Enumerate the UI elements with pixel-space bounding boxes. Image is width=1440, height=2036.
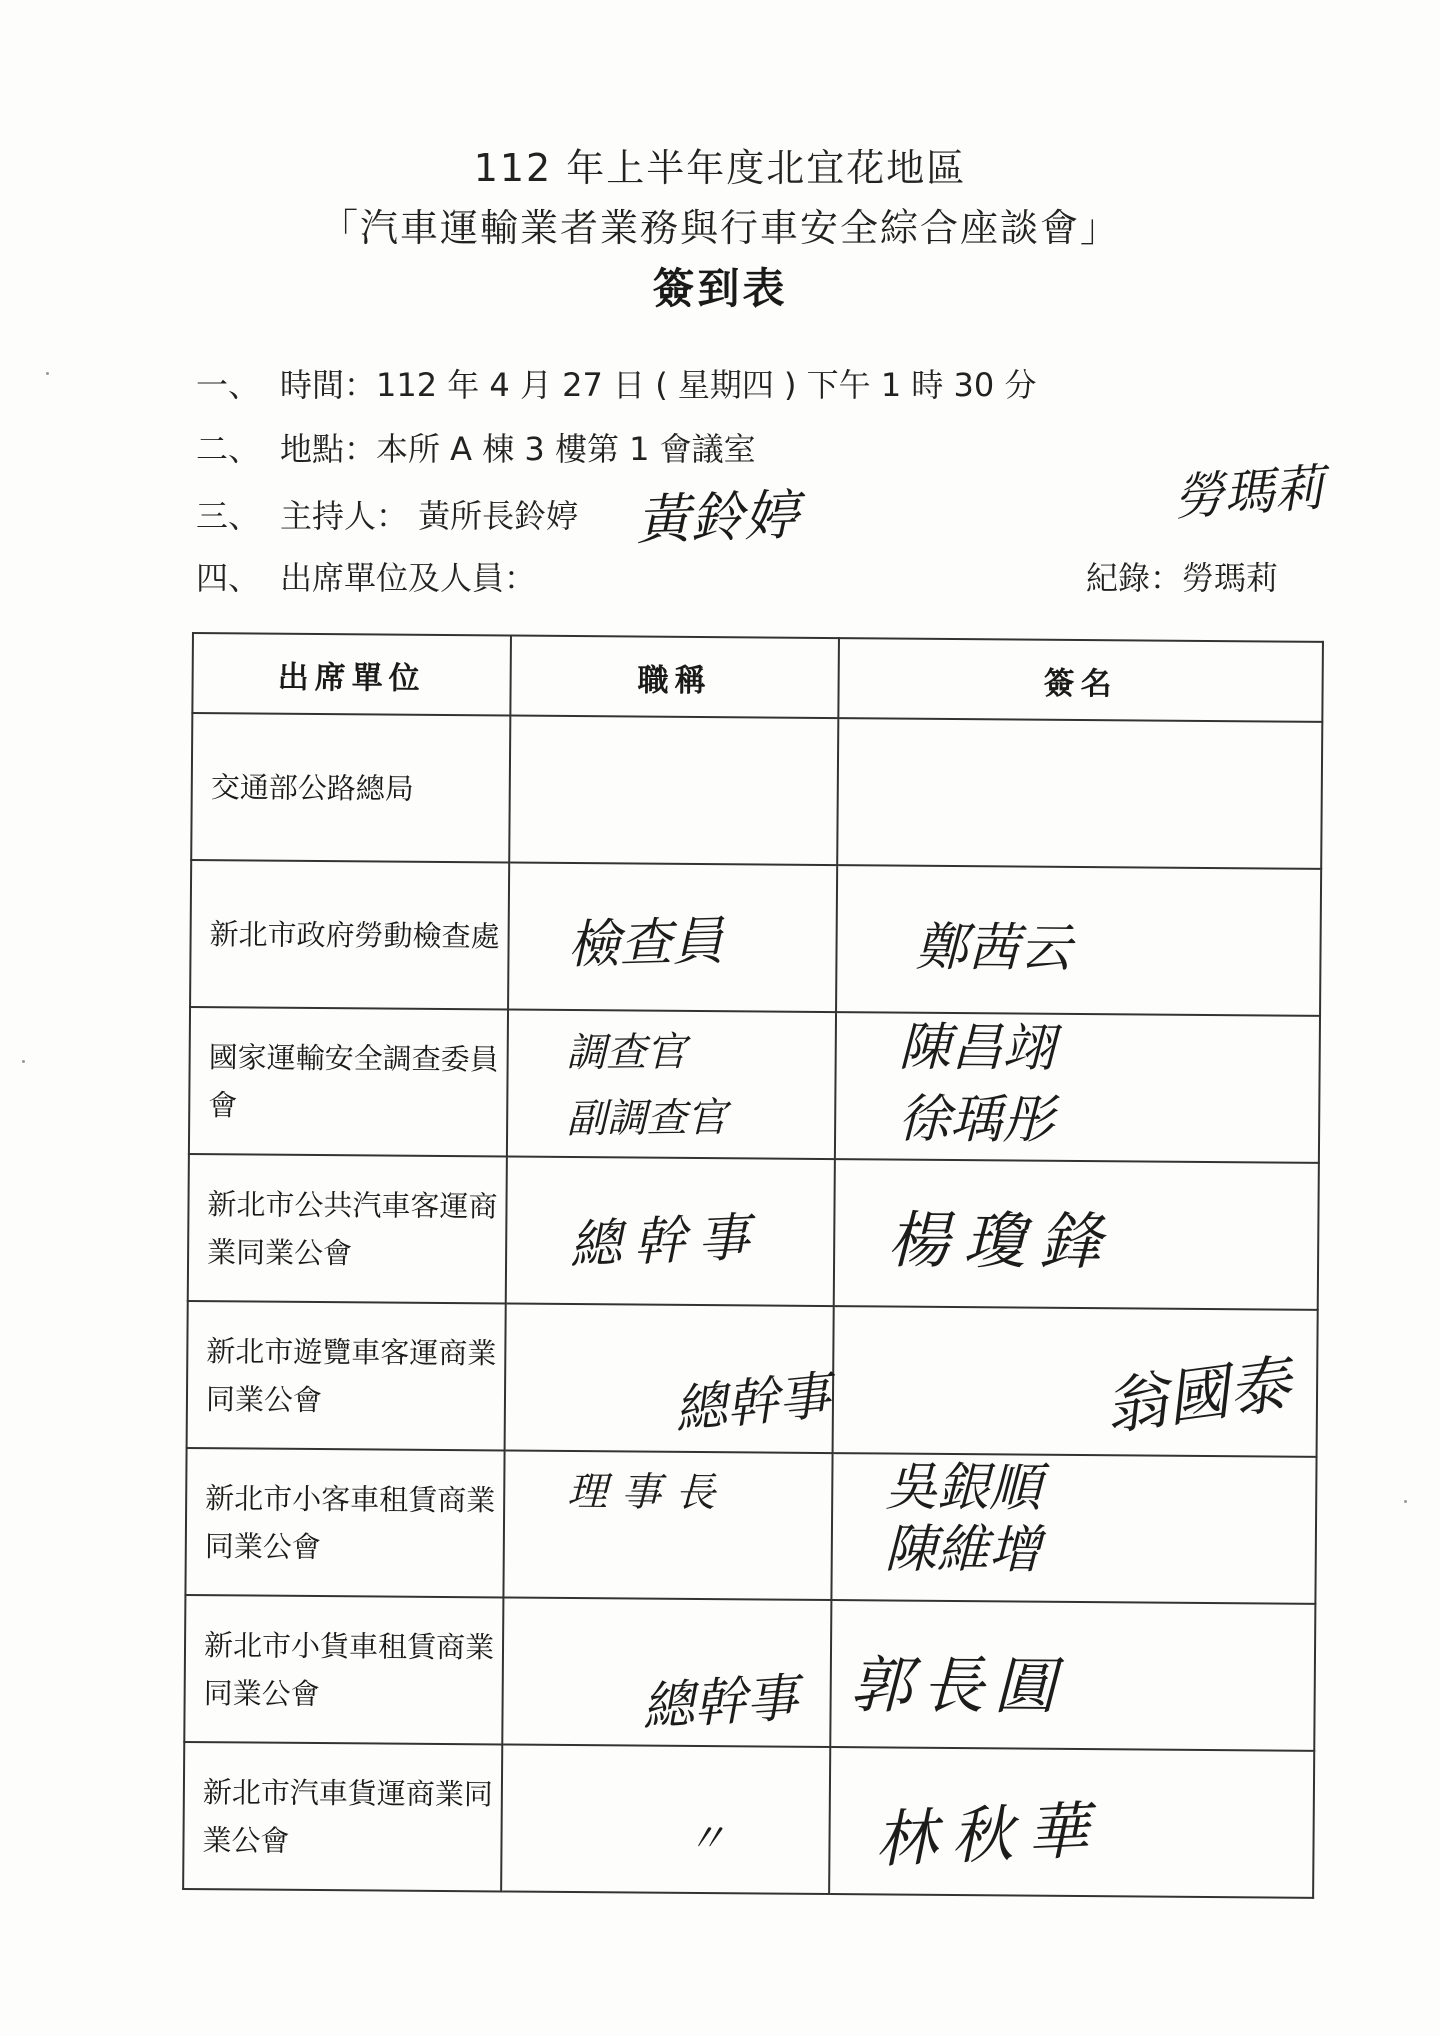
handwritten-signature: 鄭茜云 [915,917,1072,979]
info-host [196,491,578,537]
scan-speck [22,1060,25,1063]
unit-cell: 新北市小客車租賃商業同業公會 [185,1448,504,1597]
handwritten-title: 總幹事 [671,1365,834,1441]
handwritten-title: 總幹事 [640,1668,800,1738]
unit-cell: 新北市遊覽車客運商業同業公會 [187,1301,506,1450]
document-title [0,138,1440,320]
info-place-number: 二、 [196,430,261,468]
handwritten-signature: 陳昌翊 徐瑀彤 [897,1017,1056,1151]
table-row [189,1007,1320,1163]
scan-speck [1404,1500,1407,1503]
info-attendance [196,553,536,599]
table-row [188,1154,1319,1310]
handwritten-signature: 吳銀順 陳維增 [884,1457,1042,1581]
unit-cell: 新北市汽車貨運商業同業公會 [183,1742,502,1891]
scan-speck [46,372,49,375]
info-place-text: 地點：本所 A 棟 3 樓第 1 會議室 [280,430,756,468]
title-cell [506,1156,835,1306]
handwritten-title: 總幹事 [568,1207,763,1276]
header-title: 職稱 [510,636,839,719]
handwritten-title: 調查官 副調查官 [565,1029,727,1143]
info-time-text: 時間：112 年 4 月 27 日 ( 星期四 ) 下午 1 時 30 分 [280,366,1037,404]
signature-cell [837,718,1322,869]
handwritten-title: 理事長 [567,1468,730,1517]
unit-cell: 國家運輸安全調查委員會 [189,1007,508,1156]
info-host-number: 三、 [196,497,261,535]
unit-cell: 交通部公路總局 [191,713,510,862]
title-line-2: 「汽車運輸業者業務與行車安全綜合座談會」 [319,206,1120,250]
title-cell [508,862,837,1012]
info-place [196,424,756,470]
host-signature: 黃鈴婷 [635,483,800,552]
unit-cell: 新北市公共汽車客運商業同業公會 [188,1154,507,1303]
title-cell [505,1303,834,1453]
unit-cell: 新北市小貨車租賃商業同業公會 [184,1595,503,1744]
title-cell [509,716,838,866]
table-header-row [192,633,1323,722]
handwritten-signature: 楊瓊鋒 [886,1203,1116,1279]
table-row [185,1448,1316,1604]
handwritten-title: 檢查員 [566,911,725,976]
handwritten-signature: 翁國泰 [1100,1346,1295,1444]
signature-cell [834,1159,1319,1310]
handwritten-signature: 郭長圓 [849,1648,1067,1723]
table-row [190,860,1321,1016]
table-row [187,1301,1318,1457]
info-time-number: 一、 [196,366,261,404]
signature-cell [833,1306,1318,1457]
title-cell [507,1009,836,1159]
table-row [191,713,1322,869]
recorder-label: 紀錄：勞瑪莉 [1086,559,1279,597]
title-cell [503,1450,832,1600]
info-host-text: 主持人： 黃所長鈴婷 [280,497,579,535]
header-unit: 出席單位 [192,633,511,715]
title-line-3: 簽到表 [652,264,788,313]
signature-cell [830,1600,1315,1751]
info-attendance-number: 四、 [196,559,261,597]
info-time [196,360,1036,406]
recorder-signature: 勞瑪莉 [1172,458,1326,527]
signature-cell [835,1012,1320,1163]
sign-in-table [182,632,1324,1899]
handwritten-title: 〃 [686,1815,727,1863]
signature-cell [836,865,1321,1016]
table-row [183,1742,1314,1898]
signature-cell [831,1453,1316,1604]
info-attendance-text: 出席單位及人員： [280,559,537,597]
signature-cell [829,1747,1314,1898]
unit-cell: 新北市政府勞動檢查處 [190,860,509,1009]
handwritten-signature: 林秋華 [873,1793,1105,1877]
title-cell [502,1597,831,1747]
header-signature: 簽名 [838,638,1323,722]
title-cell [501,1744,830,1894]
table-row [184,1595,1315,1751]
title-line-1: 112 年上半年度北宜花地區 [473,146,967,190]
